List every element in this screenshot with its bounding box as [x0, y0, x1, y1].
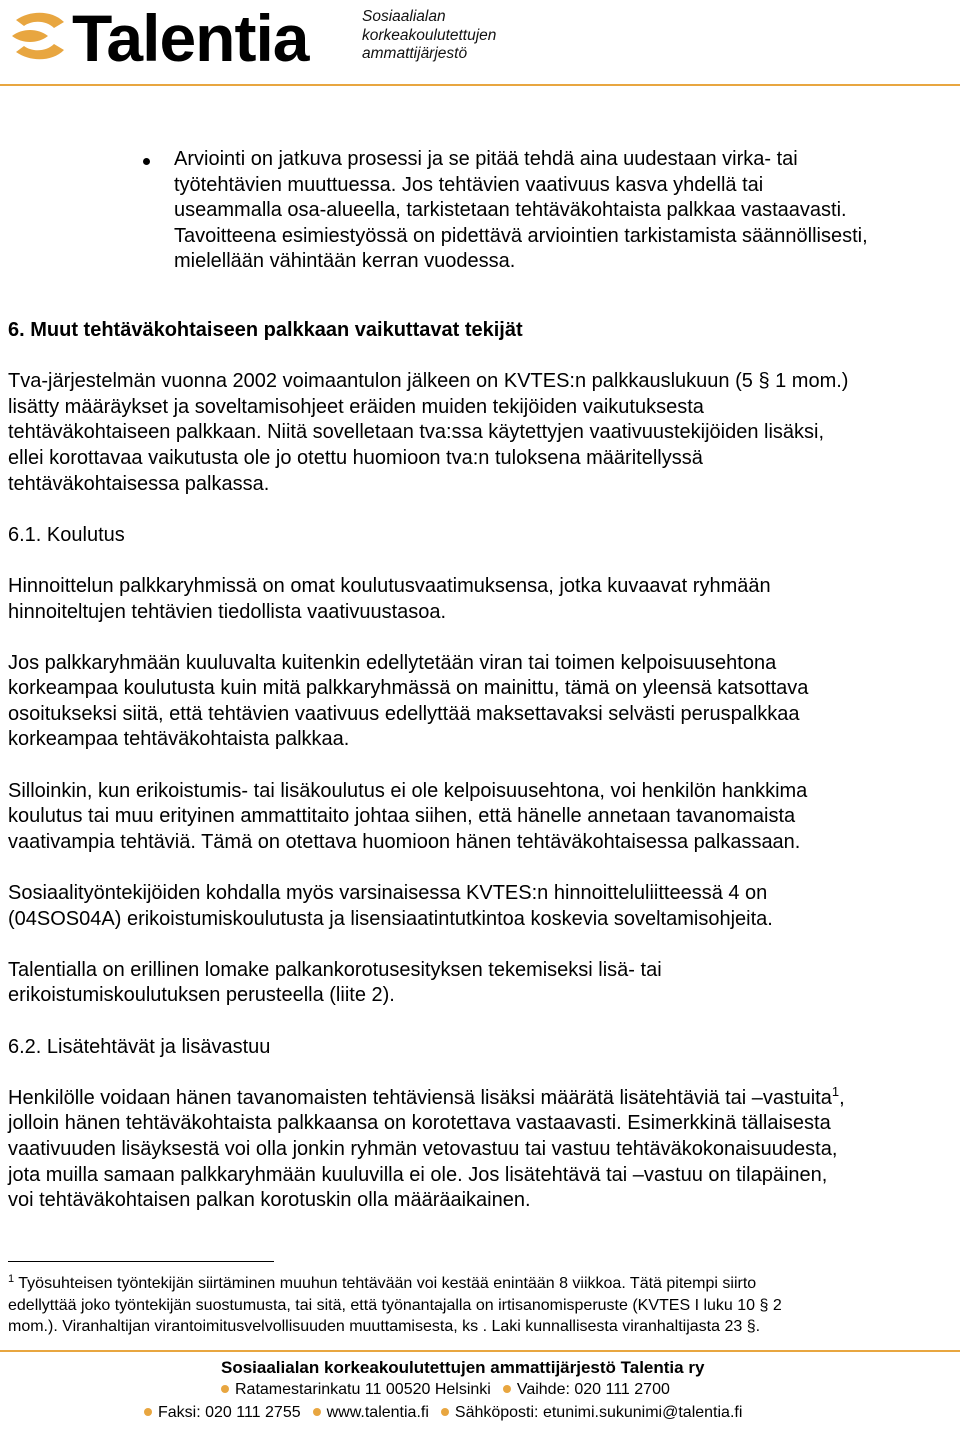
- footer-fax: Faksi: 020 111 2755: [158, 1404, 301, 1421]
- section-paragraph: Silloinkin, kun erikoistumis- tai lisäkoulutus ei ole kelpoisuusehtona, voi henkilön hankkima koulutus tai muu erityinen ammattitaito johtaa siihen, että hänelle annetaan tavanomaista vaativampia tehtäviä. Tämä on otettava huomioon hänen tehtäväkohtaisessa palkassaan.: [8, 779, 808, 853]
- footer-website-link[interactable]: www.talentia.fi: [326, 1404, 429, 1421]
- footer-email[interactable]: Sähköposti: etunimi.sukunimi@talentia.fi: [454, 1404, 743, 1421]
- footnote: $^1$ Työsuhteisen työntekijän siirtäminen muuhun tehtävään voi kestää enintään 8 viikkoa. Tätä pitempi siirto edellyttää joko työntekijän suostumusta, tai sitä, että työnantajalla on irtisanomisperuste (KVTES I luku 10 § 2 mom.). Viranhaltijan virantoimitusvelvollisuuden muuttamisesta, ks . Laki kunnallisesta viranhaltijasta 23 §.: [8, 1273, 782, 1336]
- footer-org-name: Sosiaalialan korkeakoulutettujen ammattijärjestö Talentia ry: [221, 1358, 705, 1377]
- tagline-line: ammattijärjestö: [362, 45, 468, 62]
- footer-divider: [0, 1350, 960, 1352]
- logo-wordmark: Talentia: [72, 1, 309, 75]
- section-heading: 6. Muut tehtäväkohtaiseen palkkaan vaikuttavat tekijät: [8, 318, 523, 341]
- document-body: [8, 147, 953, 1214]
- bullet-dot-icon: [313, 1408, 321, 1416]
- tagline-line: korkeakoulutettujen: [362, 26, 497, 44]
- tagline-line: Sosiaalialan: [362, 8, 446, 25]
- header: [0, 0, 960, 85]
- section-paragraph: Tva-järjestelmän vuonna 2002 voimaantulon jälkeen on KVTES:n palkkauslukuun (5 § 1 mom.) lisätty määräykset ja soveltamisohjeet eräiden muiden tekijöiden vaikutuksesta tehtäväkohtaiseen palkkaan. Niitä sovelletaan tva:ssa käytettyjen vaativuustekijöiden lisäksi, ellei korottavaa vaikutusta ole jo otettu huomioon tva:n tuloksena määritellyssä tehtäväkohtaisessa palkassa.: [8, 370, 849, 495]
- section-paragraph: Henkilölle voidaan hänen tavanomaisten tehtäviensä lisäksi määrätä lisätehtäviä tai –vastuita$^1$, jolloin hänen tehtäväkohtaista palkkaansa on korotettava vastaavasti. Esimerkkinä tällaisesta vaativuuden lisäyksestä voi olla jonkin ryhmän vetovastuu tai vastuu tehtäväkokonaisuudesta, jota muilla samaan palkkaryhmään kuuluvilla ei ole. Jos lisätehtävä tai –vastuu on tilapäinen, voi tehtäväkohtaisen palkan korotuskin olla määräaikainen.: [8, 1083, 845, 1212]
- section-paragraph: Jos palkkaryhmään kuuluvalta kuitenkin edellytetään viran tai toimen kelpoisuusehtona korkeampaa koulutusta kuin mitä palkkaryhmässä on mainittu, tämä on yleensä katsottava osoitukseksi siitä, että tehtävien vaativuus edellyttää maksettavaksi selvästi peruspalkkaa korkeampaa tehtäväkohtaista palkkaa.: [8, 651, 809, 751]
- bullet-dot-icon: [503, 1385, 511, 1393]
- bullet-icon: [143, 158, 150, 165]
- section-paragraph: Hinnoittelun palkkaryhmissä on omat koulutusvaatimuksensa, jotka kuvaavat ryhmään hinnoiteltujen tehtävien tiedollista vaativuustasoa.: [8, 574, 771, 623]
- footer-contact-line: [221, 1381, 670, 1399]
- footer-phone: Vaihde: 020 111 2700: [516, 1381, 670, 1398]
- bullet-dot-icon: [441, 1408, 449, 1416]
- footer-address: Ratamestarinkatu 11 00520 Helsinki: [235, 1381, 491, 1398]
- subsection-heading: 6.2. Lisätehtävät ja lisävastuu: [8, 1035, 271, 1058]
- bullet-text: Arviointi on jatkuva prosessi ja se pitää tehdä aina uudestaan virka- tai työtehtävien muuttuessa. Jos tehtävien vaativuus kasva yhdellä tai useammalla osa-alueella, tarkistetaan tehtäväkohtaista palkkaa vastaavasti. Tavoitteena esimiestyössä on pidettävä arviointien tarkistamista säännöllisesti, mielellään vähintään kerran vuodessa.: [174, 148, 868, 273]
- section-paragraph: Talentialla on erillinen lomake palkankorotusesityksen tekemiseksi lisä- tai erikoistumiskoulutuksen perusteella (liite 2).: [8, 958, 662, 1007]
- footnote-reference[interactable]: 1: [831, 1083, 840, 1099]
- talentia-logo-icon: [8, 6, 70, 68]
- footer-contact-line: [144, 1404, 742, 1422]
- subsection-heading: 6.1. Koulutus: [8, 523, 125, 546]
- bullet-item: [8, 147, 953, 275]
- section-paragraph: Sosiaalityöntekijöiden kohdalla myös varsinaisessa KVTES:n hinnoitteluliitteessä 4 on (04SOS04A) erikoistumiskoulutusta ja lisensiaatintutkintoa koskevia soveltamisohjeita.: [8, 882, 773, 930]
- footnote-marker: 1: [8, 1273, 15, 1285]
- bullet-dot-icon: [144, 1408, 152, 1416]
- logo-tagline: [362, 8, 496, 64]
- footnote-divider: [8, 1261, 274, 1262]
- bullet-dot-icon: [221, 1385, 229, 1393]
- header-divider: [0, 84, 960, 86]
